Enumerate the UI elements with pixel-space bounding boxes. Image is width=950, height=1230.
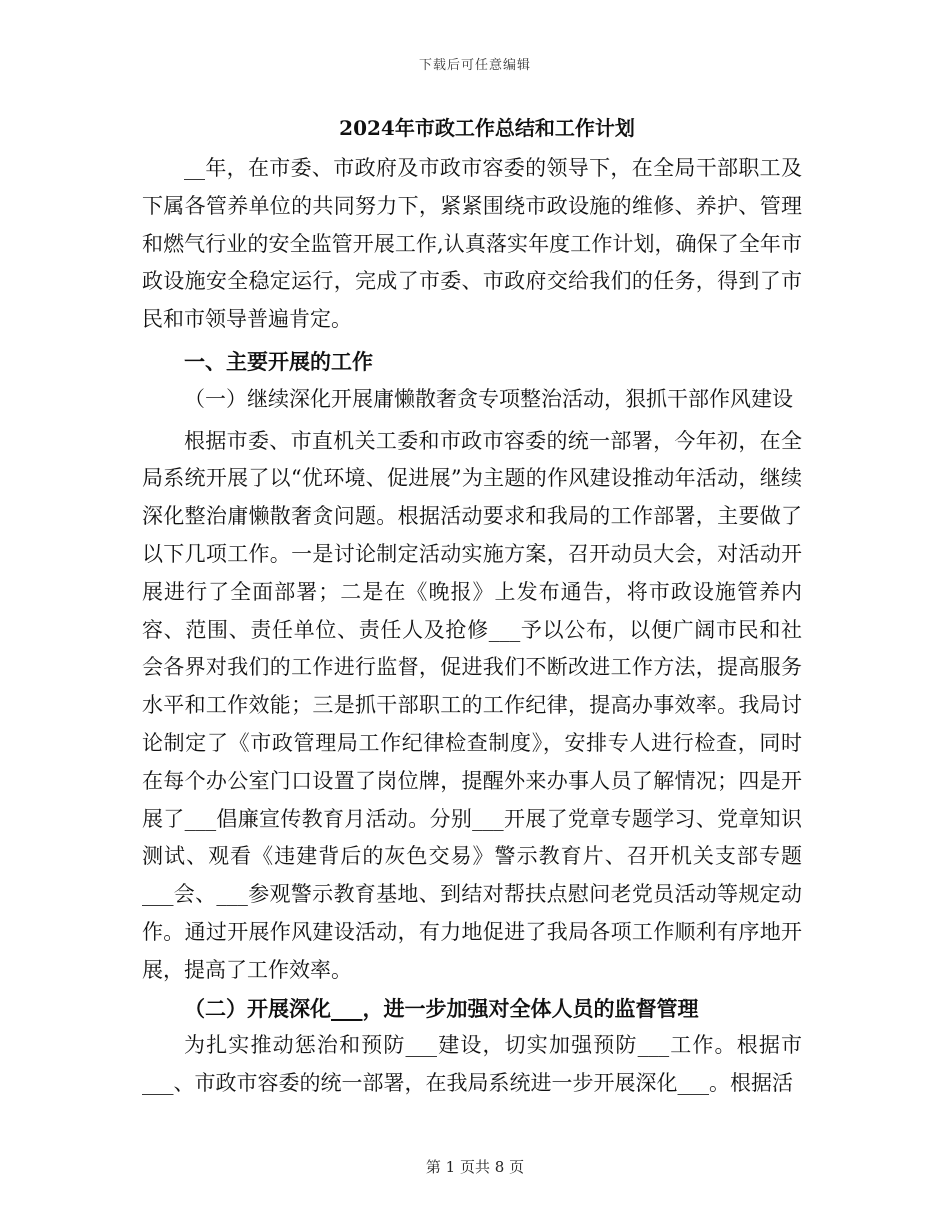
subsection-2-paragraph: 为扎实推动惩治和预防___建设，切实加强预防___工作。根据市___、市政市容委的统一部署，在我局系统进一步开展深化___。根据活 (142, 1033, 802, 1096)
intro-paragraph: __年，在市委、市政府及市政市容委的领导下，在全局干部职工及下属各管养单位的共同努力下，紧紧围绕市政设施的维修、养护、管理和燃气行业的安全监管开展工作,认真落实年度工作计划，确保了全年市政设施安全稳定运行，完成了市委、市政府交给我们的任务，得到了市民和市领导普遍肯定。 (142, 156, 802, 332)
subsection-heading-2: （二）开展深化___，进一步加强对全体人员的监督管理 (184, 995, 699, 1021)
document-title: 2024年市政工作总结和工作计划 (339, 116, 635, 140)
page-footer: 第 1 页共 8 页 (425, 1158, 525, 1176)
subsection-heading-1: （一）继续深化开展庸懒散奢贪专项整治活动，狠抓干部作风建设 (184, 386, 793, 411)
page-header-note: 下载后可任意编辑 (418, 58, 531, 73)
section-heading-1: 一、主要开展的工作 (184, 348, 373, 374)
document-body (142, 112, 802, 1103)
subsection-1-paragraph: 根据市委、市直机关工委和市政市容委的统一部署，今年初，在全局系统开展了以“优环境、促进展”为主题的作风建设推动年活动，继续深化整治庸懒散奢贪问题。根据活动要求和我局的工作部署，主要做了以下几项工作。一是讨论制定活动实施方案，召开动员大会，对活动开展进行了全面部署；二是在《晚报》上发布通告，将市政设施管养内容、范围、责任单位、责任人及抢修___予以公布，以便广阔市民和社会各界对我们的工作进行监督，促进我们不断改进工作方法，提高服务水平和工作效能；三是抓干部职工的工作纪律，提高办事效率。我局讨论制定了《市政管理局工作纪律检查制度》，安排专人进行检查，同时在每个办公室门口设置了岗位牌，提醒外来办事人员了解情况；四是开展了___倡廉宣传教育月活动。分别___开展了党章专题学习、党章知识测试、观看《违建背后的灰色交易》警示教育片、召开机关支部专题___会、___参观警示教育基地、到结对帮扶点慰问老党员活动等规定动作。通过开展作风建设活动，有力地促进了我局各项工作顺利有序地开展，提高了工作效率。 (142, 428, 802, 982)
